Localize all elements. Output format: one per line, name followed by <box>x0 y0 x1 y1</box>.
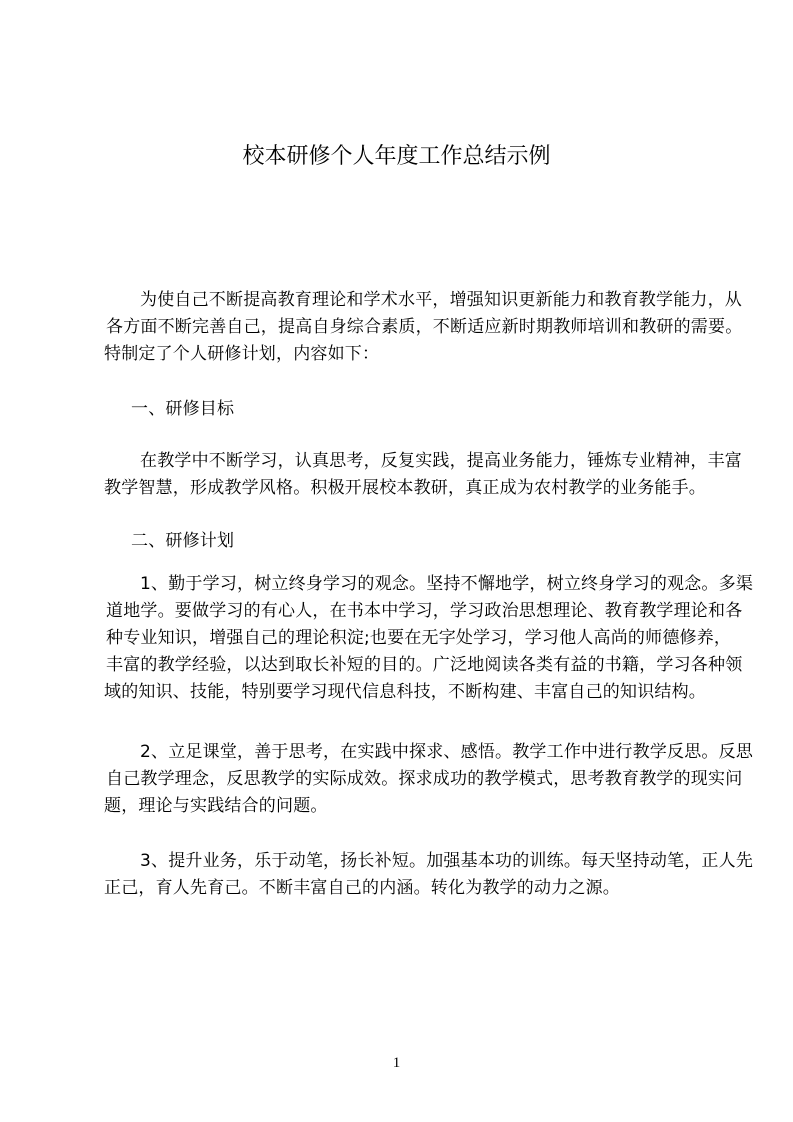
plan-item-3-line: 3、提升业务，乐于动笔，扬长补短。加强基本功的训练。每天坚持动笔，正人先 <box>140 851 754 871</box>
page-number: 1 <box>392 1055 401 1071</box>
goals-line: 教学智慧，形成教学风格。积极开展校本教研，真正成为农村教学的业务能手。 <box>104 478 706 498</box>
plan-item-2-line: 题，理论与实践结合的问题。 <box>104 796 328 816</box>
intro-line: 各方面不断完善自己，提高自身综合素质，不断适应新时期教师培训和教研的需要。 <box>106 317 743 337</box>
intro-line: 为使自己不断提高教育理论和学术水平，增强知识更新能力和教育教学能力，从 <box>140 290 742 310</box>
plan-item-2-line: 自己教学理念，反思教学的实际成效。探求成功的教学模式，思考教育教学的现实问 <box>106 769 743 789</box>
plan-item-2-line: 2、立足课堂，善于思考，在实践中探求、感悟。教学工作中进行教学反思。反思 <box>140 742 754 762</box>
document-title: 校本研修个人年度工作总结示例 <box>242 144 551 169</box>
plan-item-3-line: 正己，育人先育己。不断丰富自己的内涵。转化为教学的动力之源。 <box>104 878 620 898</box>
section-heading-goals: 一、研修目标 <box>131 399 235 419</box>
plan-item-1-line: 丰富的教学经验，以达到取长补短的目的。广泛地阅读各类有益的书籍，学习各种领 <box>106 655 743 675</box>
section-heading-plan: 二、研修计划 <box>131 531 235 551</box>
plan-item-1-line: 域的知识、技能，特别要学习现代信息科技，不断构建、丰富自己的知识结构。 <box>104 682 706 702</box>
plan-item-1-line: 道地学。要做学习的有心人，在书本中学习，学习政治思想理论、教育教学理论和各 <box>106 601 743 621</box>
plan-item-1-line: 种专业知识，增强自己的理论积淀;也要在无字处学习，学习他人高尚的师德修养， <box>106 628 732 648</box>
goals-line: 在教学中不断学习，认真思考，反复实践，提高业务能力，锤炼专业精神，丰富 <box>140 451 742 471</box>
intro-line: 特制定了个人研修计划，内容如下： <box>104 344 380 364</box>
plan-item-1-line: 1、勤于学习，树立终身学习的观念。坚持不懈地学，树立终身学习的观念。多渠 <box>140 574 754 594</box>
